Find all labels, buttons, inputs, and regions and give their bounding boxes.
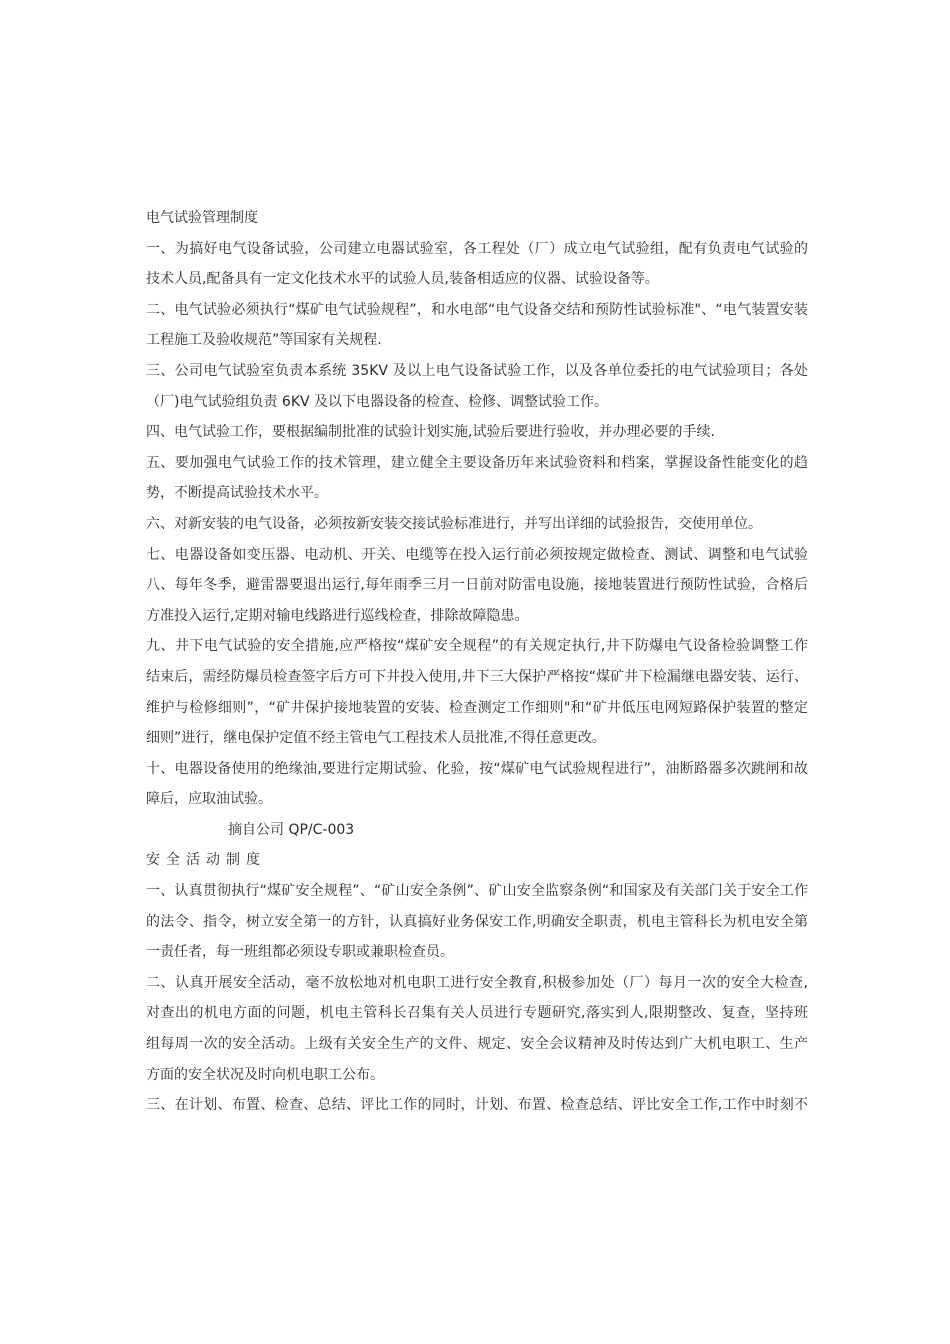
paragraph-line: 维护与检修细则”，“矿井保护接地装置的安装、检查测定工作细则"和“矿井低压电网短路保护装置的整定 <box>146 699 808 716</box>
paragraph-line: 十、电器设备使用的绝缘油,要进行定期试验、化验，按“煤矿电气试验规程进行”，油断路器多次跳闸和故 <box>146 760 808 777</box>
paragraph-line: 六、对新安装的电气设备，必须按新安装交接试验标准进行，并写出详细的试验报告，交使用单位。 <box>146 515 762 532</box>
paragraph-line: 二、电气试验必须执行“煤矿电气试验规程”，和水电部“电气设备交结和预防性试验标准"、“电气装置安装 <box>146 301 808 318</box>
source-note: 摘自公司 QP/C-003 <box>228 821 355 838</box>
doc-title: 电气试验管理制度 <box>146 210 258 226</box>
paragraph-line: 八、每年冬季，避雷器要退出运行,每年雨季三月一日前对防雷电设施，接地装置进行预防性试验，合格后 <box>146 577 808 594</box>
paragraph-line: 势，不断提高试验技术水平。 <box>146 485 328 502</box>
paragraph-line: 五、要加强电气试验工作的技术管理，建立健全主要设备历年来试验资料和档案，掌握设备性能变化的趋 <box>146 454 808 471</box>
paragraph-line: 七、电器设备如变压器、电动机、开关、电缆等在投入运行前必须按规定做检查、测试、调整和电气试验 <box>146 546 808 563</box>
paragraph-line: 二、认真开展安全活动，毫不放松地对机电职工进行安全教育,积极参加处（厂）每月一次的安全大检查, <box>146 974 808 991</box>
paragraph-line: 方面的安全状况及时向机电职工公布。 <box>146 1066 384 1083</box>
paragraph-line: 一、为搞好电气设备试验，公司建立电器试验室，各工程处（厂）成立电气试验组，配有负责电气试验的 <box>146 240 808 257</box>
document-body <box>146 203 808 1121</box>
paragraph-line: 技术人员,配备具有一定文化技术水平的试验人员,装备相适应的仪器、试验设备等。 <box>146 271 659 288</box>
paragraph-line: 三、在计划、布置、检查、总结、评比工作的同时，计划、布置、检查总结、评比安全工作,工作中时刻不 <box>146 1097 808 1114</box>
paragraph-line: 三、公司电气试验室负责本系统 35KV 及以上电气设备试验工作，以及各单位委托的电气试验项目；各处 <box>146 362 808 379</box>
section-title: 安全活动制度 <box>146 852 266 869</box>
paragraph-line: 方准投入运行,定期对输电线路进行巡线检查，排除故障隐患。 <box>146 607 529 624</box>
paragraph-line: 工程施工及验收规范”等国家有关规程. <box>146 332 382 349</box>
paragraph-line: 对查出的机电方面的问题，机电主管科长召集有关人员进行专题研究,落实到人,限期整改、复查，坚持班 <box>146 1005 808 1022</box>
paragraph-line: 结束后，需经防爆员检查签字后方可下井投入使用,井下三大保护严格按“煤矿井下检漏继电器安装、运行、 <box>146 668 808 685</box>
paragraph-line: 细则”进行，继电保护定值不经主管电气工程技术人员批准,不得任意更改。 <box>146 730 606 747</box>
paragraph-line: 一、认真贯彻执行“煤矿安全规程”、“矿山安全条例”、矿山安全监察条例“和国家及有关部门关于安全工作 <box>146 883 808 900</box>
paragraph-line: 障后，应取油试验。 <box>146 791 272 808</box>
paragraph-line: 组每周一次的安全活动。上级有关安全生产的文件、规定、安全会议精神及时传达到广大机电职工、生产 <box>146 1036 808 1053</box>
paragraph-line: （厂)电气试验组负责 6KV 及以下电器设备的检查、检修、调整试验工作。 <box>146 393 609 410</box>
paragraph-line: 的法令、指令，树立安全第一的方针，认真搞好业务保安工作,明确安全职责，机电主管科长为机电安全第 <box>146 913 808 930</box>
paragraph-line: 一责任者，每一班组都必须设专职或兼职检查员。 <box>146 944 454 961</box>
paragraph-line: 九、井下电气试验的安全措施,应严格按“煤矿安全规程”的有关规定执行,井下防爆电气设备检验调整工作 <box>146 638 808 655</box>
paragraph-line: 四、电气试验工作，要根据编制批准的试验计划实施,试验后要进行验收，并办理必要的手续. <box>146 424 715 441</box>
